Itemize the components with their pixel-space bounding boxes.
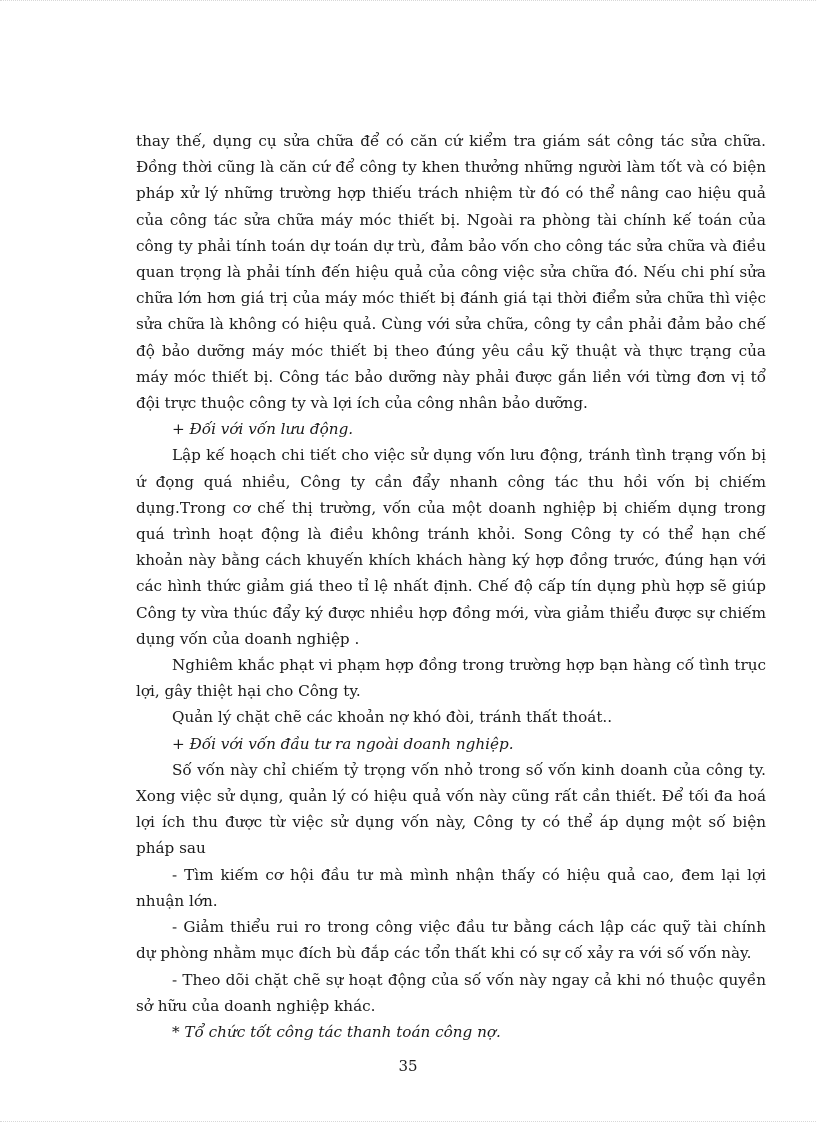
- section-heading-working-capital: + Đối với vốn lưu động.: [172, 420, 354, 439]
- paragraph: thay thế, dụng cụ sửa chữa để có căn cứ kiểm tra giám sát công tác sửa chữa. Đồng thời cũng là căn cứ để công ty khen thưởng những người làm tốt và có biện pháp xử lý những trường hợp thiếu trách nhiệm từ đó có thể nâng cao hiệu quả của công tác sửa chữa máy móc thiết bị. Ngoài ra phòng tài chính kế toán của công ty phải tính toán dự toán dự trù, đảm bảo vốn cho công tác sửa chữa và điều quan trọng là phải tính đến hiệu quả của công việc sửa chữa đó. Nếu chi phí sửa chữa lớn hơn giá trị của máy móc thiết bị đánh giá tại thời điểm sửa chữa thì việc sửa chữa là không có hiệu quả. Cùng với sửa chữa, công ty cần phải đảm bảo chế độ bảo dưỡng máy móc thiết bị theo đúng yêu cầu kỹ thuật và thực trạng của máy móc thiết bị. Công tác bảo dưỡng này phải được gắn liền với từng đơn vị tổ đội trực thuộc công ty và lợi ích của công nhân bảo dưỡng.: [136, 132, 766, 413]
- paragraph: Quản lý chặt chẽ các khoản nợ khó đòi, tránh thất thoát..: [172, 708, 613, 727]
- list-item: - Theo dõi chặt chẽ sự hoạt động của số vốn này ngay cả khi nó thuộc quyền sở hữu của doanh nghiệp khác.: [136, 970, 766, 1015]
- paragraph: Số vốn này chỉ chiếm tỷ trọng vốn nhỏ trong số vốn kinh doanh của công ty. Xong việc sử dụng, quản lý có hiệu quả vốn này cũng rất cần thiết. Để tối đa hoá lợi ích thu được từ việc sử dụng vốn này, Công ty có thể áp dụng một số biện pháp sau: [136, 760, 766, 858]
- section-heading-external-investment: + Đối với vốn đầu tư ra ngoài doanh nghiệp.: [172, 734, 514, 753]
- page-top-border: [0, 0, 816, 5]
- page-number: 35: [398, 1057, 418, 1075]
- list-item: - Tìm kiếm cơ hội đầu tư mà mình nhận thấy có hiệu quả cao, đem lại lợi nhuận lớn.: [136, 865, 766, 910]
- body-text: [136, 128, 766, 1045]
- page-bottom-border: [0, 1117, 816, 1122]
- list-item: - Giảm thiểu rui ro trong công việc đầu tư bằng cách lập các quỹ tài chính dự phòng nhằm mục đích bù đắp các tổn thất khi có sự cố xảy ra với số vốn này.: [136, 918, 766, 963]
- section-heading-debt-payment: * Tổ chức tốt công tác thanh toán công nợ.: [172, 1022, 501, 1041]
- paragraph: Nghiêm khắc phạt vi phạm hợp đồng trong trường hợp bạn hàng cố tình trục lợi, gây thiệt hại cho Công ty.: [136, 656, 766, 701]
- paragraph: Lập kế hoạch chi tiết cho việc sử dụng vốn lưu động, tránh tình trạng vốn bị ứ đọng quá nhiều, Công ty cần đẩy nhanh công tác thu hồi vốn bị chiếm dụng.Trong cơ chế thị trường, vốn của một doanh nghiệp bị chiếm dụng trong quá trình hoạt động là điều không tránh khỏi. Song Công ty có thể hạn chế khoản này bằng cách khuyến khích khách hàng ký hợp đồng trước, đúng hạn với các hình thức giảm giá theo tỉ lệ nhất định. Chế độ cấp tín dụng phù hợp sẽ giúp Công ty vừa thúc đẩy ký được nhiều hợp đồng mới, vừa giảm thiểu được sự chiếm dụng vốn của doanh nghiệp .: [136, 446, 766, 648]
